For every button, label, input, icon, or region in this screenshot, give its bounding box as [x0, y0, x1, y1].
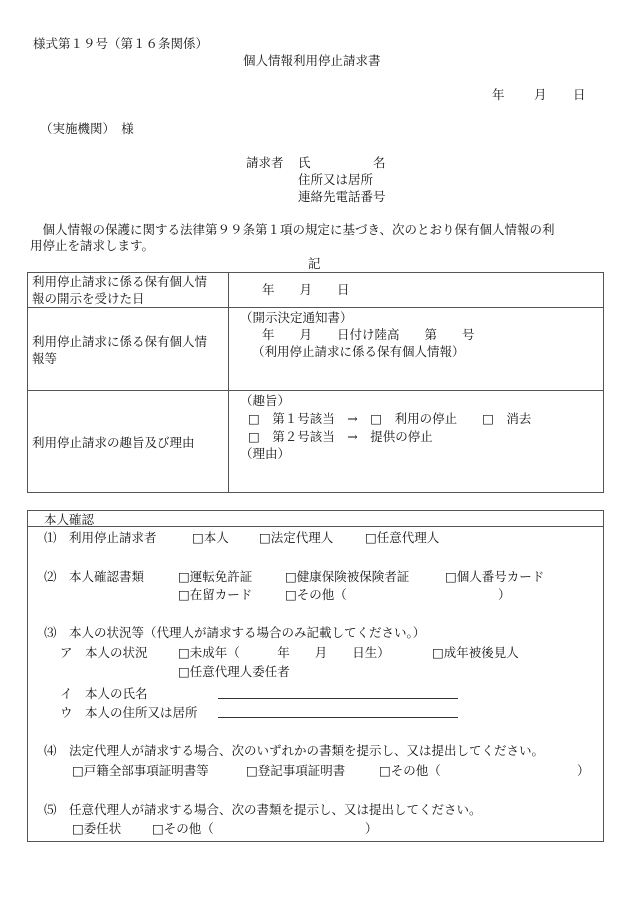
addressee: （実施機関） 様 — [40, 121, 134, 136]
s1-opt-legal-agent[interactable]: □法定代理人 — [259, 530, 334, 545]
row1-label-1: 利用停止請求に係る保有個人情 — [32, 274, 208, 289]
table-divider — [228, 272, 229, 493]
s2-opt-license[interactable]: □運転免許証 — [178, 569, 253, 584]
requester-address-label: 住所又は居所 — [298, 172, 374, 187]
row3-option-2[interactable]: □ 第２号該当 → 提供の停止 — [248, 429, 433, 444]
table-row-line-2 — [27, 390, 604, 391]
s3-a-label: ア 本人の状況 — [60, 645, 148, 660]
s1-opt-voluntary-agent[interactable]: □任意代理人 — [365, 530, 440, 545]
row2-notice-label: （開示決定通知書） — [240, 310, 353, 325]
s2-opt-other[interactable]: □その他（ — [285, 587, 347, 602]
s3-label: ⑶ 本人の状況等（代理人が請求する場合のみ記載してください。） — [44, 625, 426, 640]
requester-label: 請求者 — [246, 155, 284, 170]
s1-label: ⑴ 利用停止請求者 — [44, 530, 157, 545]
s2-opt-residence-card[interactable]: □在留カード — [178, 587, 253, 602]
row3-reason-label: （理由） — [240, 446, 291, 461]
s2-label: ⑵ 本人確認書類 — [44, 569, 145, 584]
s2-opt-mynumber[interactable]: □個人番号カード — [445, 569, 545, 584]
s4-label: ⑷ 法定代理人が請求する場合、次のいずれかの書類を提示し、又は提出してください。 — [44, 743, 545, 758]
s5-label: ⑸ 任意代理人が請求する場合、次の書類を提示し、又は提出してください。 — [44, 802, 482, 817]
s4-opt-other[interactable]: □その他（ — [379, 763, 441, 778]
s5-opt-proxy[interactable]: □委任状 — [72, 821, 122, 836]
form-number: 様式第１９号（第１６条関係） — [33, 36, 209, 51]
requester-phone-label: 連絡先電話番号 — [298, 189, 386, 204]
row2-label-1: 利用停止請求に係る保有個人情 — [32, 334, 208, 349]
s2-opt-insurance[interactable]: □健康保険被保険者証 — [285, 569, 410, 584]
row3-purpose-label: （趣旨） — [240, 393, 291, 408]
s4-other-close: ） — [577, 763, 590, 778]
s5-opt-other[interactable]: □その他（ — [152, 821, 214, 836]
s3-address-field[interactable] — [218, 717, 458, 718]
intro-line-2: 用停止を請求します。 — [30, 238, 155, 253]
identity-box — [27, 510, 604, 842]
s3-a-opt-principal[interactable]: □任意代理人委任者 — [178, 664, 290, 679]
requester-name-label: 氏 名 — [298, 155, 386, 170]
row1-label-2: 報の開示を受けた日 — [32, 291, 145, 306]
identity-title: 本人確認 — [44, 512, 95, 527]
row2-info-label: （利用停止請求に係る保有個人情報） — [252, 344, 465, 359]
s3-a-opt-minor[interactable]: □未成年（ 年 月 日生） — [178, 645, 390, 660]
intro-line-1: 個人情報の保護に関する法律第９９条第１項の規定に基づき、次のとおり保有個人情報の利 — [30, 222, 555, 237]
date-month: 月 — [534, 87, 547, 102]
date-day: 日 — [573, 87, 586, 102]
row1-date[interactable]: 年 月 日 — [262, 282, 350, 297]
row2-label-2: 報等 — [32, 351, 58, 366]
s4-opt-registry[interactable]: □登記事項証明書 — [246, 763, 346, 778]
s3-name-field[interactable] — [218, 698, 458, 699]
date-year: 年 — [492, 87, 505, 102]
s3-i-label: イ 本人の氏名 — [60, 686, 148, 701]
row3-label: 利用停止請求の趣旨及び理由 — [32, 435, 195, 450]
form-title: 個人情報利用停止請求書 — [243, 53, 381, 68]
s4-opt-family-register[interactable]: □戸籍全部事項証明書等 — [72, 763, 209, 778]
table-row-line-1 — [27, 307, 604, 308]
s3-u-label: ウ 本人の住所又は居所 — [60, 705, 198, 720]
s3-a-opt-ward[interactable]: □成年被後見人 — [432, 645, 519, 660]
row2-notice-date[interactable]: 年 月 日付け陸高 第 号 — [262, 327, 475, 342]
s2-other-close: ） — [498, 587, 511, 602]
s5-other-close: ） — [365, 821, 378, 836]
row3-option-1[interactable]: □ 第１号該当 → □ 利用の停止 □ 消去 — [248, 411, 532, 426]
identity-header-line — [27, 526, 604, 527]
ki-label: 記 — [308, 256, 321, 271]
s1-opt-self[interactable]: □本人 — [192, 530, 229, 545]
